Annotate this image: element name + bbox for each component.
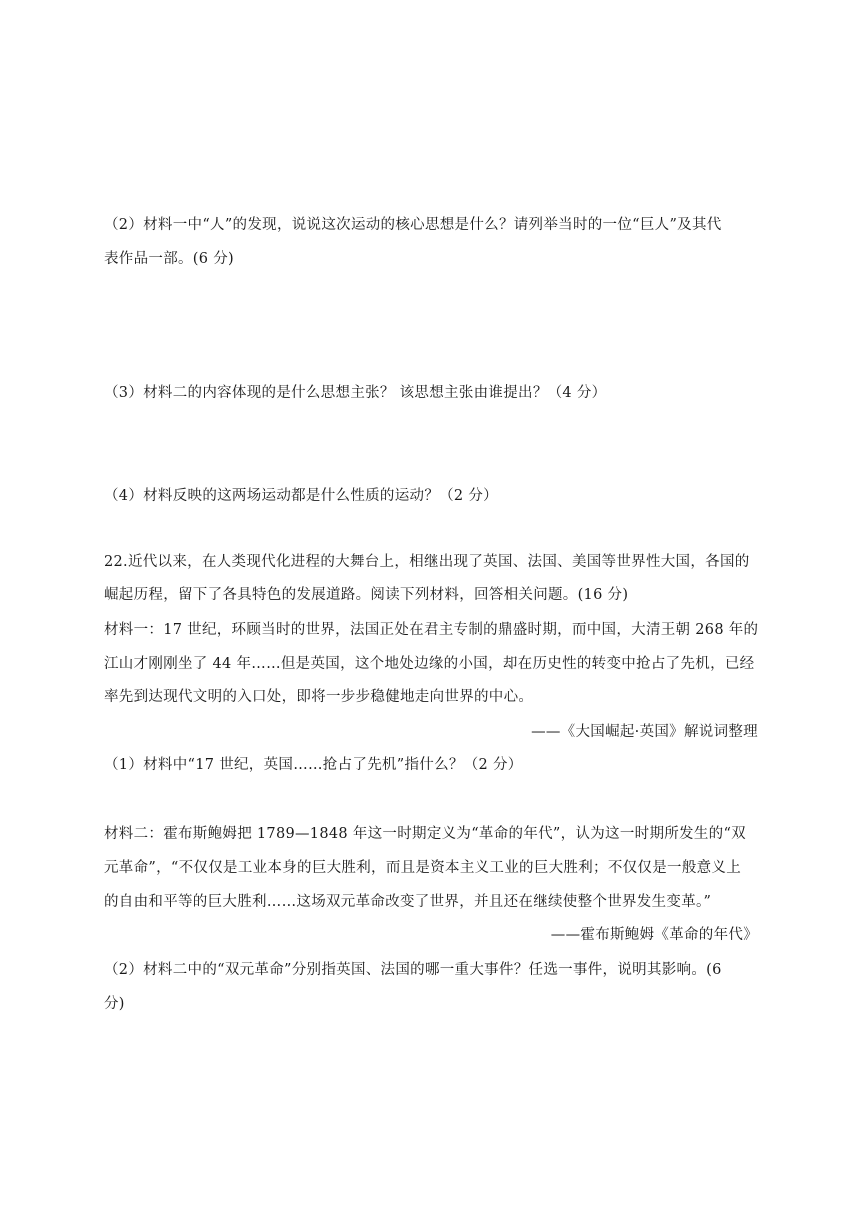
- q21-sub3: （3）材料二的内容体现的是什么思想主张？ 该思想主张由谁提出？（4 分）: [104, 385, 607, 401]
- q22-intro-line1: 22.近代以来，在人类现代化进程的大舞台上，相继出现了英国、法国、美国等世界性大国，各国的: [104, 554, 750, 570]
- q22-sub2-line1: （2）材料二中的“双元革命”分别指英国、法国的哪一重大事件？任选一事件，说明其影响。(6: [104, 962, 722, 978]
- q22-material2-source: ——霍布斯鲍姆《革命的年代》: [550, 927, 758, 943]
- q21-sub2-line2: 表作品一部。(6 分): [104, 251, 234, 267]
- q22-sub1: （1）材料中“17 世纪，英国……抢占了先机”指什么？（2 分）: [104, 757, 523, 773]
- q22-material2-line1: 材料二：霍布斯鲍姆把 1789—1848 年这一时期定义为“革命的年代”，认为这一时期所发生的“双: [104, 826, 746, 842]
- q22-material1-line1: 材料一：17 世纪，环顾当时的世界，法国正处在君主专制的鼎盛时期，而中国，大清王朝 268 年的: [104, 622, 759, 638]
- q22-material2-line2: 元革命”，“不仅仅是工业本身的巨大胜利，而且是资本主义工业的巨大胜利；不仅仅是一般意义上: [104, 860, 742, 876]
- q22-material1-line2: 江山才刚刚坐了 44 年……但是英国，这个地处边缘的小国，却在历史性的转变中抢占了先机，已经: [104, 656, 755, 672]
- q21-sub4: （4）材料反映的这两场运动都是什么性质的运动？（2 分）: [104, 488, 498, 504]
- q22-material1-line3: 率先到达现代文明的入口处，即将一步步稳健地走向世界的中心。: [104, 689, 534, 705]
- q22-material1-source: ——《大国崛起·英国》解说词整理: [531, 724, 758, 740]
- q22-material2-line3: 的自由和平等的巨大胜利……这场双元革命改变了世界，并且还在继续使整个世界发生变革。”: [104, 894, 712, 910]
- q22-intro-line2: 崛起历程，留下了各具特色的发展道路。阅读下列材料，回答相关问题。(16 分): [104, 587, 629, 603]
- q21-sub2-line1: （2）材料一中“人”的发现，说说这次运动的核心思想是什么？请列举当时的一位“巨人”及其代: [104, 217, 722, 233]
- q22-sub2-line2: 分): [104, 996, 125, 1012]
